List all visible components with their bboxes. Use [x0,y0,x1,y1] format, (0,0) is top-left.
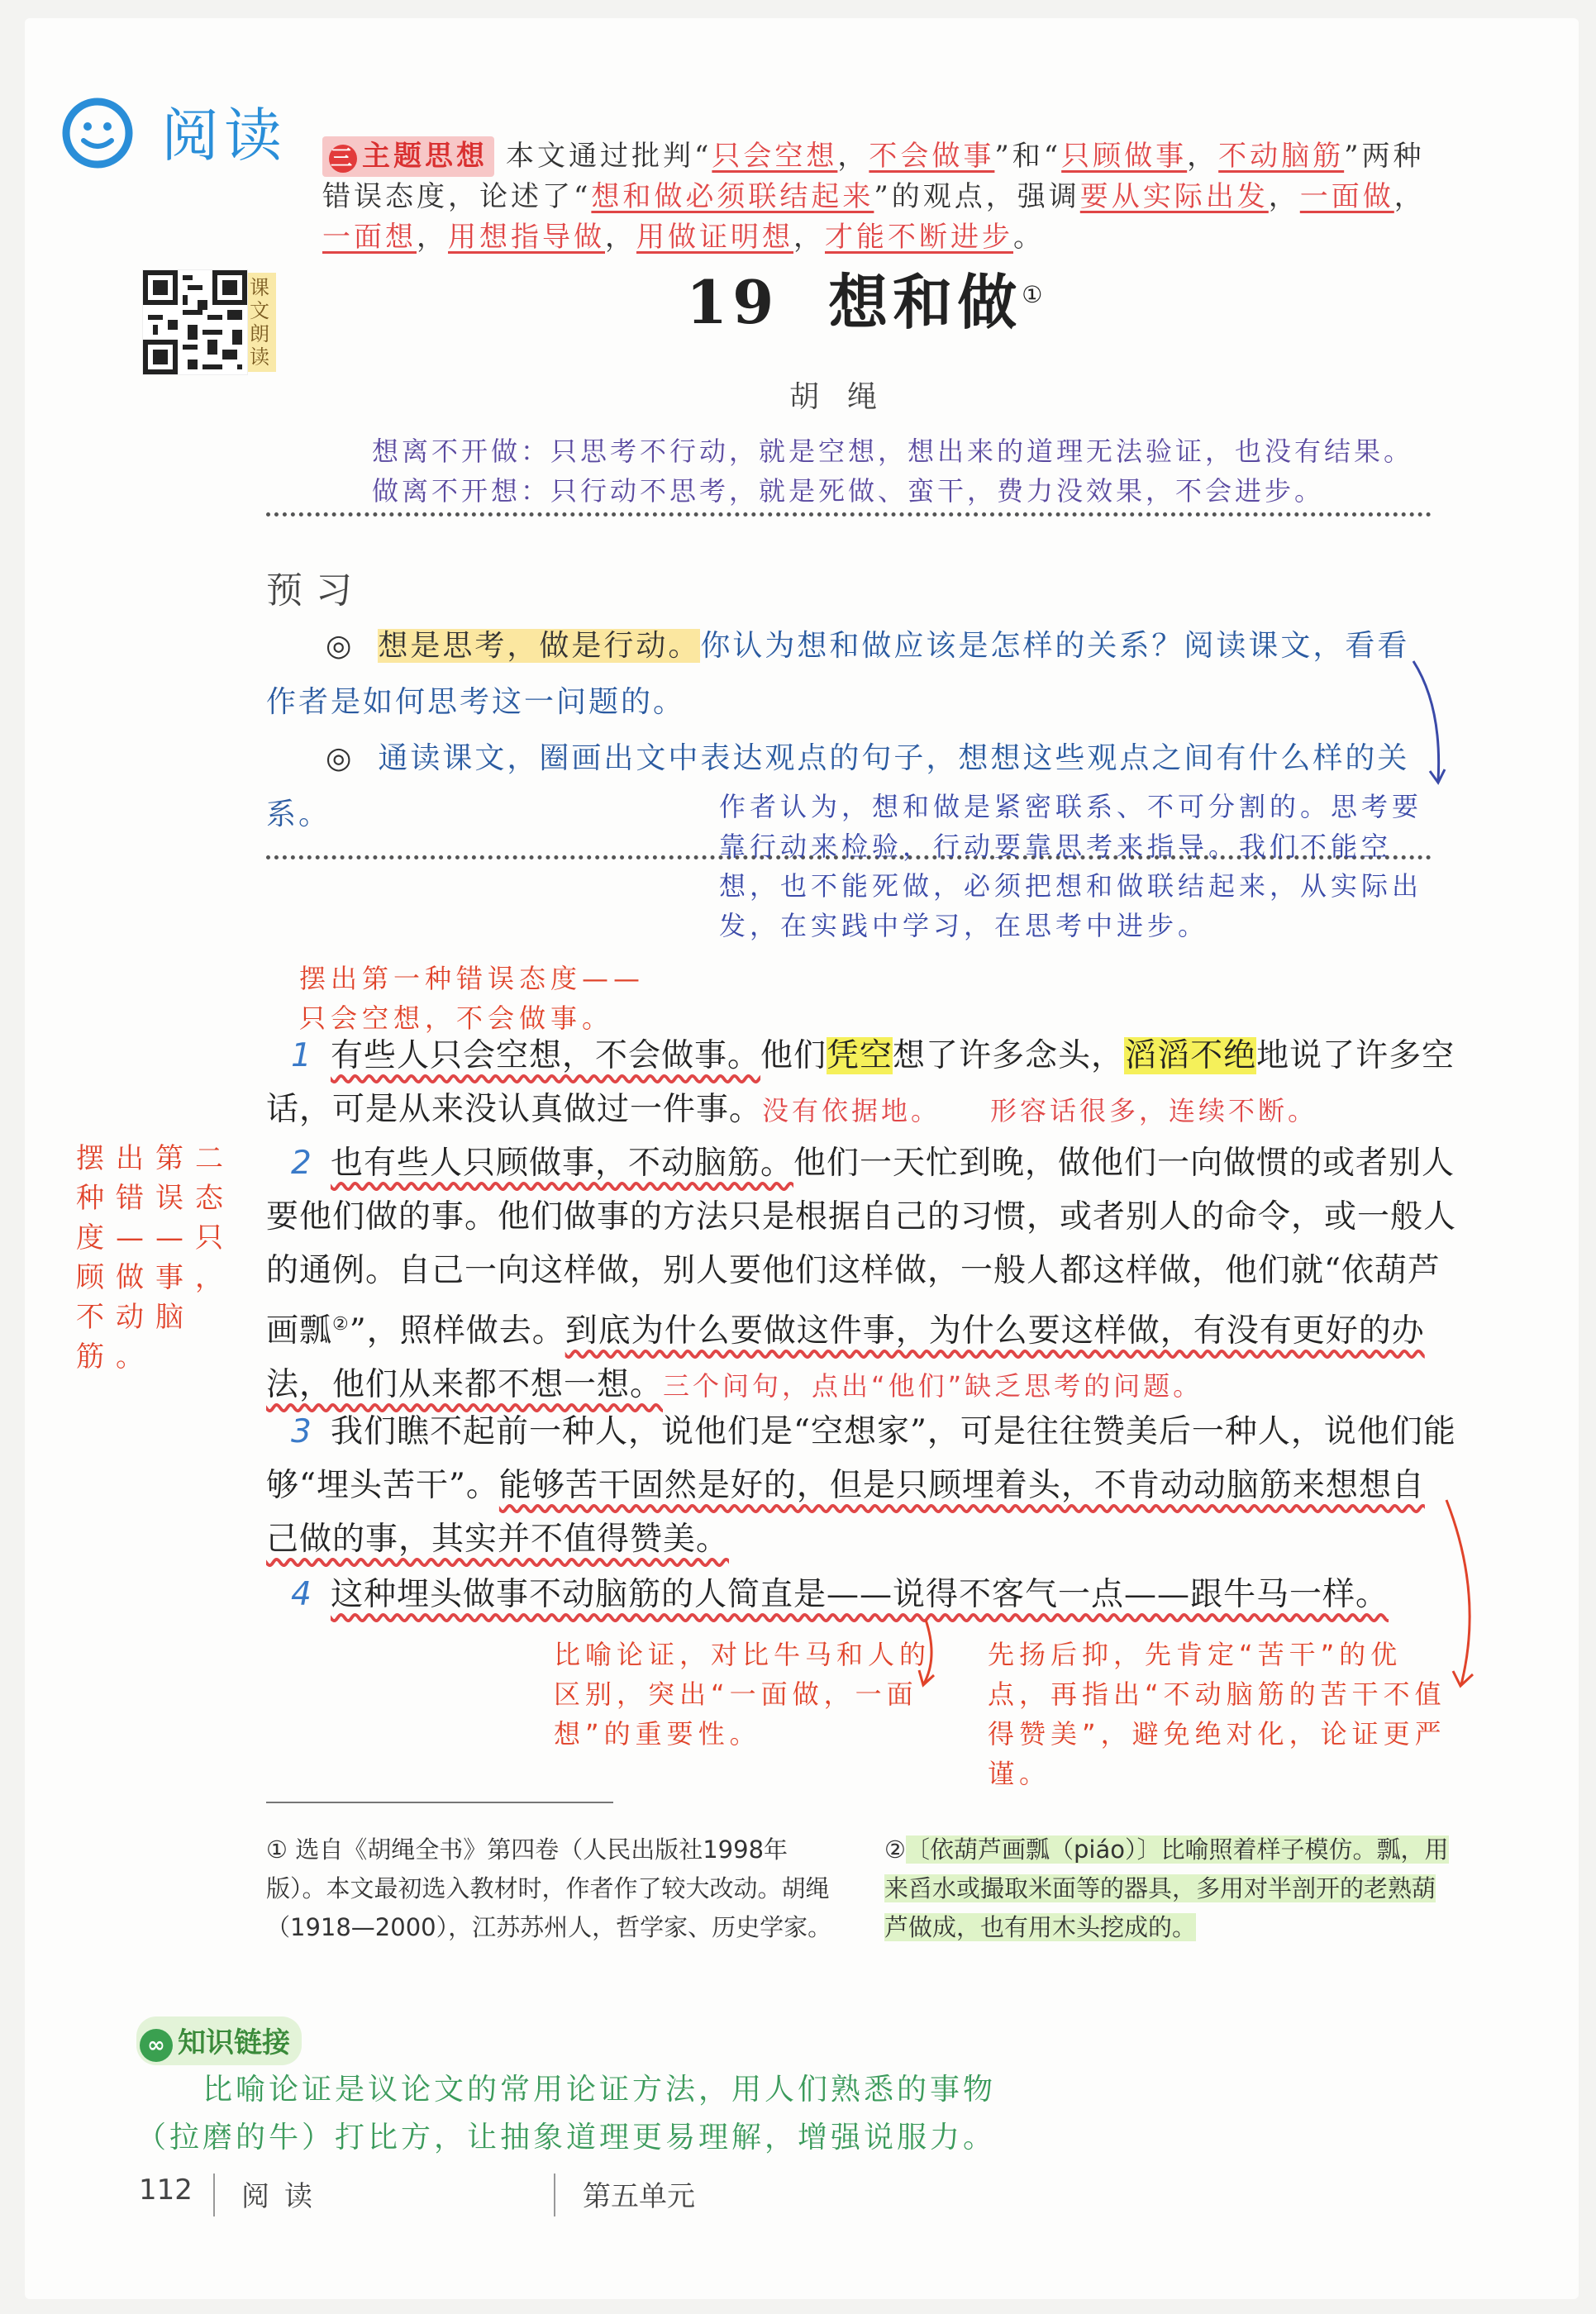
annotation-side: 摆出第二种错误态度——只顾做事，不动脑筋。 [76,1142,235,1374]
paragraph-1: 1 有些人只会空想，不会做事。他们凭空想了许多念头，滔滔不绝地说了许多空话，可是从来没认真做过一件事。没有依据地。 形容话很多，连续不断。 [266,1037,1455,1128]
annotation-red-2: 比喻论证，对比牛马和人的区别，突出“一面做，一面想”的重要性。 [554,1639,931,1750]
smiley-icon [62,98,133,169]
footer-unit: 第五单元 [583,2180,695,2213]
annotation-top: 想离不开做：只思考不行动，就是空想，想出来的道理无法验证，也没有结果。 做离不开想：只行动不思考，就是死做、蛮干，费力没效果，不会进步。 [372,436,1414,507]
page-number: 112 [139,2174,193,2207]
qr-label: 课文朗读 [248,273,276,372]
arrow-icon [1405,657,1455,789]
theme-badge: 三 主题思想 [322,136,494,177]
annotation-red-3: 先扬后抑，先肯定“苦干”的优点，再指出“不动脑筋的苦干不值得赞美”，避免绝对化，论证更严谨。 [988,1639,1446,1789]
knowledge-badge: ∞ 知识链接 [136,2016,302,2065]
annotation-red-1: 摆出第一种错误态度—— 只会空想，不会做事。 [299,963,646,1034]
paragraph-3: 3 我们瞧不起前一种人，说他们是“空想家”，可是往往赞美后一种人，说他们能够“埋头苦干”。能够苦干固然是好的，但是只顾埋着头，不肯动动脑筋来想想自己做的事，其实并不值得赞美。 [266,1413,1456,1558]
divider [266,512,1432,517]
footnote-2: ②〔依葫芦画瓢（piáo）〕比喻照着样子模仿。瓢，用来舀水或撮取米面等的器具，多用对半剖开的老熟葫芦做成，也有用木头挖成的。 [884,1835,1449,1941]
section-title: 阅读 [161,102,287,169]
arrow-icon [909,1616,950,1690]
annotation-blue: 作者认为，想和做是紧密联系、不可分割的。思考要靠行动来检验，行动要靠思考来指导。我们不能空想，也不能死做，必须把想和做联结起来，从实际出发，在实践中学习，在思考中进步。 [719,791,1423,941]
theme-summary: 三 主题思想 本文通过批判“只会空想，不会做事”和“只顾做事，不动脑筋”两种错误态度，论述了“想和做必须联结起来”的观点，强调要从实际出发，一面做，一面想，用想指导做，用做证明想，才能不断进步。 [322,136,1455,258]
lesson-title: 19 想和做① [686,267,1048,337]
footer-section: 阅读 [241,2180,327,2213]
qr-code[interactable] [142,269,248,375]
preview-title: 预习 [266,569,365,612]
paragraph-4: 4 这种埋头做事不动脑筋的人简直是——说得不客气一点——跟牛马一样。 [291,1576,1389,1613]
paragraph-2: 2 也有些人只顾做事，不动脑筋。他们一天忙到晚，做他们一向做惯的或者别人要他们做的事。他们做事的方法只是根据自己的习惯，或者别人的命令，或一般人的通例。自己一向这样做，别人要他们这样做，一般人都这样做，他们就“依葫芦画瓢②”，照样做去。到底为什么要做这件事，为什么要这样做，有没有更好的办法，他们从来都不想一想。三个问句，点出“他们”缺乏思考的问题。 [266,1145,1457,1403]
footnote-1: ① 选自《胡绳全书》第四卷（人民出版社1998年版）。本文最初选入教材时，作者作了较大改动。胡绳（1918—2000），江苏苏州人，哲学家、历史学家。 [266,1835,832,1941]
knowledge-text: 比喻论证是议论文的常用论证方法，用人们熟悉的事物（拉磨的牛）打比方，让抽象道理更易理解，增强说服力。 [136,2073,997,2154]
footer-divider [554,2174,555,2216]
author: 胡绳 [789,380,906,414]
arrow-icon [1438,1496,1488,1694]
footer-divider [213,2174,215,2216]
preview-text: ◎ 想是思考，做是行动。你认为想和做应该是怎样的关系？阅读课文，看看作者是如何思考这一问题的。 ◎ 通读课文，圈画出文中表达观点的句子，想想这些观点之间有什么样的关系。 [266,629,1410,831]
footnote-rule [266,1802,613,1803]
link-icon: ∞ [140,2029,173,2062]
